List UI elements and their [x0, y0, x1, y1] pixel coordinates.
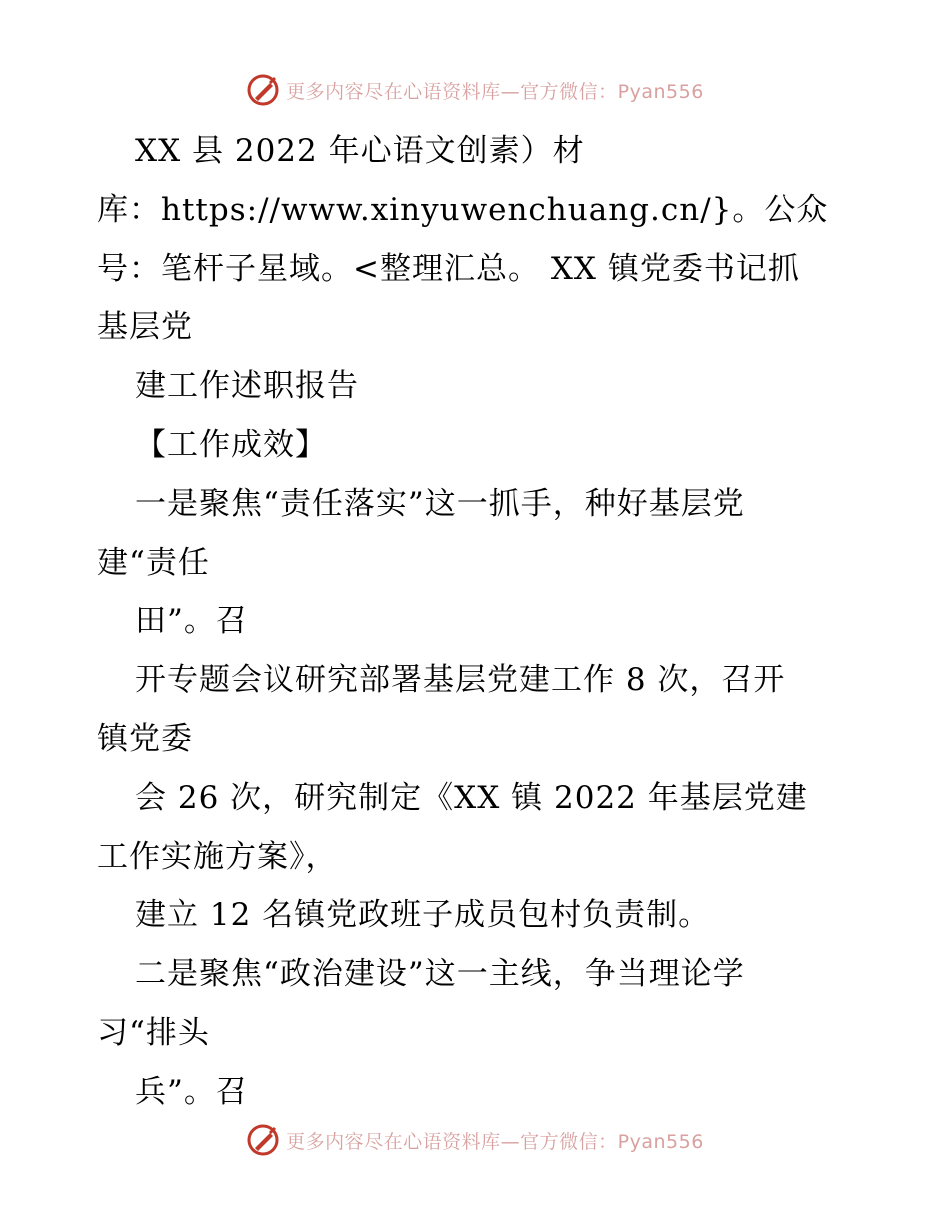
- body-line: 镇党委: [97, 720, 193, 757]
- body-line: 田”。召: [135, 603, 248, 640]
- body-line: 一是聚焦“责任落实”这一抓手，种好基层党: [135, 485, 745, 522]
- body-line: 基层党: [97, 309, 193, 346]
- body-line: 开专题会议研究部署基层党建工作 8 次，召开: [135, 662, 786, 699]
- pen-nib-logo-icon: [246, 1123, 280, 1157]
- footer-banner: [0, 1120, 950, 1160]
- body-line: 兵”。召: [135, 1073, 248, 1110]
- body-line: 会 26 次，研究制定《XX 镇 2022 年基层党建: [135, 779, 808, 816]
- body-line: 建“责任: [97, 544, 210, 581]
- body-line: 号：笔杆子星域。<整理汇总。 XX 镇党委书记抓: [97, 250, 800, 287]
- body-line: 习“排头: [97, 1014, 210, 1051]
- pen-nib-logo-icon: [246, 73, 280, 107]
- body-line: XX 县 2022 年心语文创素）材: [135, 133, 585, 169]
- body-line: 库：https://www.xinyuwenchuang.cn/}。公众: [97, 191, 829, 228]
- body-line: 【工作成效】: [135, 426, 327, 463]
- document-body: [97, 122, 857, 1122]
- header-banner: [0, 70, 950, 110]
- header-banner-text: 更多内容尽在心语资料库—官方微信：Pyan556: [286, 80, 704, 103]
- footer-banner-text: 更多内容尽在心语资料库—官方微信：Pyan556: [286, 1130, 704, 1153]
- body-line: 二是聚焦“政治建设”这一主线，争当理论学: [135, 956, 745, 993]
- body-line: 建工作述职报告: [135, 368, 359, 405]
- body-line: 工作实施方案》，: [97, 838, 338, 875]
- body-line: 建立 12 名镇党政班子成员包村负责制。: [135, 897, 711, 934]
